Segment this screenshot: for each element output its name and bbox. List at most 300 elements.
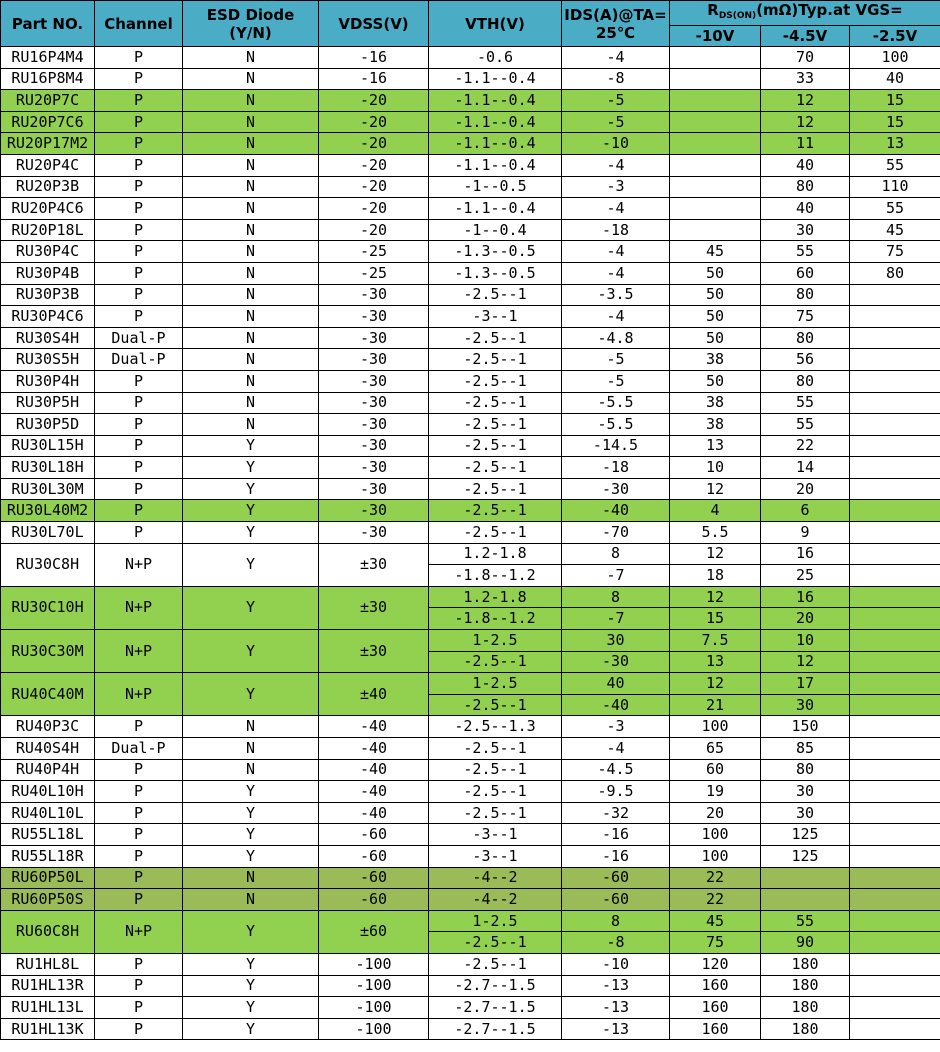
cell-ids: 8 bbox=[562, 543, 670, 565]
cell-rds-2-5v bbox=[850, 349, 940, 371]
cell-vth: 1.2-1.8 bbox=[429, 543, 562, 565]
cell-ids: -10 bbox=[562, 133, 670, 155]
cell-esd-diode: Y bbox=[183, 522, 319, 544]
cell-rds-2-5v bbox=[850, 306, 940, 328]
cell-esd-diode: N bbox=[183, 759, 319, 781]
cell-ids: -16 bbox=[562, 824, 670, 846]
cell-esd-diode: Y bbox=[183, 478, 319, 500]
table-row bbox=[1, 219, 940, 241]
cell-part-no: RU20P3B bbox=[1, 176, 95, 198]
cell-esd-diode: N bbox=[183, 284, 319, 306]
cell-rds-10v: 13 bbox=[670, 651, 761, 673]
cell-ids: -18 bbox=[562, 457, 670, 479]
table-row bbox=[1, 889, 940, 911]
cell-rds-4-5v: 55 bbox=[761, 414, 850, 436]
cell-vth: -2.7--1.5 bbox=[429, 997, 562, 1019]
table-row bbox=[1, 111, 940, 133]
cell-esd-diode: N bbox=[183, 219, 319, 241]
table-row bbox=[1, 198, 940, 220]
cell-ids: -60 bbox=[562, 867, 670, 889]
cell-channel: P bbox=[95, 133, 183, 155]
table-row bbox=[1, 975, 940, 997]
cell-rds-2-5v bbox=[850, 975, 940, 997]
cell-part-no: RU30P5D bbox=[1, 414, 95, 436]
cell-channel: P bbox=[95, 111, 183, 133]
cell-esd-diode: Y bbox=[183, 910, 319, 953]
cell-vdss: -40 bbox=[319, 802, 429, 824]
table-row bbox=[1, 370, 940, 392]
cell-vth: -2.7--1.5 bbox=[429, 975, 562, 997]
cell-vth: -3--1 bbox=[429, 306, 562, 328]
cell-channel: P bbox=[95, 716, 183, 738]
cell-part-no: RU20P4C bbox=[1, 154, 95, 176]
cell-vth: -1.1--0.4 bbox=[429, 90, 562, 112]
cell-esd-diode: N bbox=[183, 392, 319, 414]
cell-esd-diode: Y bbox=[183, 975, 319, 997]
cell-rds-2-5v: 15 bbox=[850, 90, 940, 112]
header-vgs-4-5v: -4.5V bbox=[761, 26, 850, 47]
cell-channel: P bbox=[95, 824, 183, 846]
cell-esd-diode: N bbox=[183, 414, 319, 436]
cell-channel: P bbox=[95, 759, 183, 781]
cell-vdss: -20 bbox=[319, 198, 429, 220]
cell-vth: -1.1--0.4 bbox=[429, 111, 562, 133]
cell-vdss: -25 bbox=[319, 241, 429, 263]
cell-ids: -16 bbox=[562, 845, 670, 867]
cell-rds-10v: 50 bbox=[670, 306, 761, 328]
cell-vth: -0.6 bbox=[429, 47, 562, 69]
cell-rds-4-5v: 80 bbox=[761, 176, 850, 198]
cell-rds-4-5v: 22 bbox=[761, 435, 850, 457]
cell-ids: -4 bbox=[562, 262, 670, 284]
cell-rds-4-5v: 80 bbox=[761, 370, 850, 392]
cell-vth: -2.5--1 bbox=[429, 759, 562, 781]
cell-rds-10v: 18 bbox=[670, 565, 761, 587]
header-ids bbox=[562, 1, 670, 47]
cell-vdss: -20 bbox=[319, 111, 429, 133]
cell-ids: -7 bbox=[562, 565, 670, 587]
cell-ids: -14.5 bbox=[562, 435, 670, 457]
cell-channel: P bbox=[95, 997, 183, 1019]
cell-channel: P bbox=[95, 867, 183, 889]
cell-rds-10v: 45 bbox=[670, 241, 761, 263]
header-rds-suffix: (mΩ)Typ.at VGS= bbox=[756, 1, 903, 19]
cell-vth: -3--1 bbox=[429, 824, 562, 846]
cell-channel: N+P bbox=[95, 910, 183, 953]
cell-ids: -4.5 bbox=[562, 759, 670, 781]
cell-ids: -70 bbox=[562, 522, 670, 544]
cell-vth: -2.5--1 bbox=[429, 953, 562, 975]
cell-rds-4-5v: 40 bbox=[761, 198, 850, 220]
cell-rds-10v: 12 bbox=[670, 586, 761, 608]
cell-rds-10v: 21 bbox=[670, 694, 761, 716]
cell-channel: Dual-P bbox=[95, 738, 183, 760]
cell-vth: -1.1--0.4 bbox=[429, 68, 562, 90]
cell-vth: -4--2 bbox=[429, 867, 562, 889]
table-row bbox=[1, 457, 940, 479]
cell-vth: -1--0.5 bbox=[429, 176, 562, 198]
table-row bbox=[1, 630, 940, 652]
cell-rds-10v: 10 bbox=[670, 457, 761, 479]
cell-channel: P bbox=[95, 176, 183, 198]
cell-vth: 1-2.5 bbox=[429, 673, 562, 695]
cell-vth: -2.5--1 bbox=[429, 435, 562, 457]
cell-esd-diode: N bbox=[183, 370, 319, 392]
cell-part-no: RU1HL13R bbox=[1, 975, 95, 997]
cell-vdss: -60 bbox=[319, 867, 429, 889]
cell-rds-4-5v: 12 bbox=[761, 111, 850, 133]
cell-channel: P bbox=[95, 47, 183, 69]
cell-rds-4-5v: 30 bbox=[761, 694, 850, 716]
table-row bbox=[1, 284, 940, 306]
cell-rds-4-5v: 60 bbox=[761, 262, 850, 284]
cell-vdss: -40 bbox=[319, 759, 429, 781]
table-row bbox=[1, 845, 940, 867]
cell-vdss: ±60 bbox=[319, 910, 429, 953]
cell-rds-2-5v: 15 bbox=[850, 111, 940, 133]
cell-channel: P bbox=[95, 435, 183, 457]
cell-vdss: ±30 bbox=[319, 586, 429, 629]
cell-rds-10v bbox=[670, 90, 761, 112]
cell-rds-2-5v bbox=[850, 543, 940, 565]
cell-rds-4-5v: 55 bbox=[761, 910, 850, 932]
cell-rds-2-5v bbox=[850, 435, 940, 457]
cell-vth: -2.5--1 bbox=[429, 500, 562, 522]
table-row bbox=[1, 522, 940, 544]
cell-rds-10v: 12 bbox=[670, 478, 761, 500]
header-ids-line1: IDS(A)@TA= bbox=[564, 5, 667, 24]
header-rds-prefix: R bbox=[707, 1, 719, 19]
cell-rds-4-5v: 30 bbox=[761, 781, 850, 803]
cell-ids: -5 bbox=[562, 370, 670, 392]
cell-ids: -4 bbox=[562, 47, 670, 69]
cell-vth: -1.1--0.4 bbox=[429, 154, 562, 176]
cell-channel: Dual-P bbox=[95, 327, 183, 349]
cell-vdss: -60 bbox=[319, 845, 429, 867]
cell-esd-diode: Y bbox=[183, 435, 319, 457]
cell-esd-diode: N bbox=[183, 716, 319, 738]
cell-channel: P bbox=[95, 392, 183, 414]
cell-channel: P bbox=[95, 781, 183, 803]
cell-vth: -2.5--1 bbox=[429, 392, 562, 414]
table-row bbox=[1, 133, 940, 155]
cell-part-no: RU30L18H bbox=[1, 457, 95, 479]
cell-channel: P bbox=[95, 306, 183, 328]
cell-rds-2-5v: 55 bbox=[850, 154, 940, 176]
cell-ids: -9.5 bbox=[562, 781, 670, 803]
cell-vdss: -30 bbox=[319, 349, 429, 371]
cell-vth: -2.5--1 bbox=[429, 802, 562, 824]
cell-vdss: -20 bbox=[319, 154, 429, 176]
table-row bbox=[1, 586, 940, 608]
cell-ids: -4 bbox=[562, 306, 670, 328]
cell-esd-diode: Y bbox=[183, 953, 319, 975]
cell-ids: -4 bbox=[562, 154, 670, 176]
header-rds-sub: DS(ON) bbox=[718, 11, 757, 21]
cell-channel: P bbox=[95, 154, 183, 176]
cell-vth: -2.7--1.5 bbox=[429, 1018, 562, 1040]
header-vgs-10v: -10V bbox=[670, 26, 761, 47]
cell-rds-10v: 5.5 bbox=[670, 522, 761, 544]
cell-part-no: RU40L10H bbox=[1, 781, 95, 803]
cell-vdss: -100 bbox=[319, 1018, 429, 1040]
cell-part-no: RU20P7C6 bbox=[1, 111, 95, 133]
cell-ids: 40 bbox=[562, 673, 670, 695]
header-part-no: Part NO. bbox=[1, 1, 95, 47]
cell-channel: P bbox=[95, 414, 183, 436]
cell-ids: -30 bbox=[562, 651, 670, 673]
cell-part-no: RU40P4H bbox=[1, 759, 95, 781]
cell-rds-2-5v bbox=[850, 824, 940, 846]
cell-part-no: RU30L70L bbox=[1, 522, 95, 544]
table-row bbox=[1, 759, 940, 781]
cell-rds-10v: 100 bbox=[670, 716, 761, 738]
cell-part-no: RU20P4C6 bbox=[1, 198, 95, 220]
cell-esd-diode: N bbox=[183, 198, 319, 220]
cell-rds-10v: 50 bbox=[670, 327, 761, 349]
cell-rds-10v: 120 bbox=[670, 953, 761, 975]
cell-vth: -2.5--1 bbox=[429, 284, 562, 306]
table-row bbox=[1, 673, 940, 695]
cell-part-no: RU55L18L bbox=[1, 824, 95, 846]
table-row bbox=[1, 47, 940, 69]
cell-channel: P bbox=[95, 889, 183, 911]
header-vdss: VDSS(V) bbox=[319, 1, 429, 47]
cell-vdss: -100 bbox=[319, 975, 429, 997]
cell-vdss: -30 bbox=[319, 414, 429, 436]
cell-ids: -7 bbox=[562, 608, 670, 630]
cell-esd-diode: N bbox=[183, 262, 319, 284]
cell-rds-2-5v bbox=[850, 414, 940, 436]
cell-ids: -10 bbox=[562, 953, 670, 975]
cell-rds-10v: 50 bbox=[670, 262, 761, 284]
cell-ids: -3 bbox=[562, 176, 670, 198]
cell-esd-diode: Y bbox=[183, 802, 319, 824]
cell-rds-2-5v bbox=[850, 522, 940, 544]
table-row bbox=[1, 781, 940, 803]
cell-rds-4-5v: 16 bbox=[761, 543, 850, 565]
cell-rds-2-5v bbox=[850, 845, 940, 867]
table-row bbox=[1, 349, 940, 371]
cell-rds-2-5v bbox=[850, 284, 940, 306]
cell-esd-diode: Y bbox=[183, 673, 319, 716]
header-vgs-2-5v: -2.5V bbox=[850, 26, 940, 47]
cell-rds-10v: 38 bbox=[670, 392, 761, 414]
cell-rds-2-5v bbox=[850, 478, 940, 500]
cell-rds-2-5v bbox=[850, 457, 940, 479]
cell-rds-10v: 15 bbox=[670, 608, 761, 630]
cell-rds-2-5v bbox=[850, 370, 940, 392]
cell-part-no: RU40S4H bbox=[1, 738, 95, 760]
cell-esd-diode: N bbox=[183, 867, 319, 889]
cell-part-no: RU30P3B bbox=[1, 284, 95, 306]
cell-esd-diode: Y bbox=[183, 500, 319, 522]
cell-vth: -2.5--1 bbox=[429, 738, 562, 760]
table-row bbox=[1, 910, 940, 932]
cell-rds-4-5v: 6 bbox=[761, 500, 850, 522]
cell-channel: P bbox=[95, 241, 183, 263]
cell-channel: P bbox=[95, 478, 183, 500]
cell-rds-10v bbox=[670, 219, 761, 241]
cell-ids: -5.5 bbox=[562, 414, 670, 436]
cell-channel: N+P bbox=[95, 586, 183, 629]
cell-vth: -3--1 bbox=[429, 845, 562, 867]
cell-esd-diode: Y bbox=[183, 630, 319, 673]
cell-ids: -13 bbox=[562, 1018, 670, 1040]
cell-channel: P bbox=[95, 845, 183, 867]
table-row bbox=[1, 824, 940, 846]
cell-rds-10v bbox=[670, 133, 761, 155]
cell-rds-4-5v: 30 bbox=[761, 802, 850, 824]
table-row bbox=[1, 802, 940, 824]
cell-part-no: RU30P4B bbox=[1, 262, 95, 284]
cell-vth: -2.5--1 bbox=[429, 694, 562, 716]
cell-rds-10v: 100 bbox=[670, 845, 761, 867]
cell-channel: P bbox=[95, 1018, 183, 1040]
cell-rds-2-5v bbox=[850, 651, 940, 673]
cell-rds-4-5v: 180 bbox=[761, 975, 850, 997]
cell-vth: -2.5--1 bbox=[429, 651, 562, 673]
cell-esd-diode: Y bbox=[183, 997, 319, 1019]
cell-esd-diode: Y bbox=[183, 781, 319, 803]
table-row bbox=[1, 241, 940, 263]
table-row bbox=[1, 262, 940, 284]
spec-table-body bbox=[1, 47, 940, 1040]
cell-rds-4-5v: 180 bbox=[761, 1018, 850, 1040]
cell-ids: 8 bbox=[562, 586, 670, 608]
cell-channel: P bbox=[95, 284, 183, 306]
cell-part-no: RU20P18L bbox=[1, 219, 95, 241]
cell-vth: -1--0.4 bbox=[429, 219, 562, 241]
table-row bbox=[1, 543, 940, 565]
cell-ids: -5 bbox=[562, 111, 670, 133]
cell-vdss: -30 bbox=[319, 522, 429, 544]
cell-rds-2-5v bbox=[850, 738, 940, 760]
cell-rds-10v bbox=[670, 68, 761, 90]
cell-rds-4-5v: 11 bbox=[761, 133, 850, 155]
cell-rds-4-5v: 25 bbox=[761, 565, 850, 587]
table-row bbox=[1, 414, 940, 436]
cell-rds-4-5v: 16 bbox=[761, 586, 850, 608]
cell-rds-2-5v bbox=[850, 759, 940, 781]
cell-part-no: RU30L40M2 bbox=[1, 500, 95, 522]
cell-rds-4-5v: 80 bbox=[761, 284, 850, 306]
table-row bbox=[1, 953, 940, 975]
table-row bbox=[1, 176, 940, 198]
cell-rds-10v: 100 bbox=[670, 824, 761, 846]
cell-rds-10v bbox=[670, 198, 761, 220]
table-row bbox=[1, 738, 940, 760]
cell-vth: -2.5--1 bbox=[429, 457, 562, 479]
cell-vth: -2.5--1 bbox=[429, 522, 562, 544]
cell-vdss: -16 bbox=[319, 47, 429, 69]
cell-rds-4-5v: 90 bbox=[761, 932, 850, 954]
cell-rds-10v: 60 bbox=[670, 759, 761, 781]
cell-vth: -2.5--1 bbox=[429, 349, 562, 371]
cell-rds-2-5v: 13 bbox=[850, 133, 940, 155]
cell-vdss: -16 bbox=[319, 68, 429, 90]
cell-rds-10v: 45 bbox=[670, 910, 761, 932]
cell-rds-10v: 50 bbox=[670, 284, 761, 306]
cell-part-no: RU30C8H bbox=[1, 543, 95, 586]
cell-channel: N+P bbox=[95, 673, 183, 716]
cell-part-no: RU30L30M bbox=[1, 478, 95, 500]
cell-ids: -3 bbox=[562, 716, 670, 738]
cell-vdss: -30 bbox=[319, 392, 429, 414]
header-rds-on bbox=[670, 1, 940, 26]
cell-rds-2-5v bbox=[850, 889, 940, 911]
cell-ids: -8 bbox=[562, 68, 670, 90]
cell-part-no: RU60C8H bbox=[1, 910, 95, 953]
header-channel: Channel bbox=[95, 1, 183, 47]
cell-rds-2-5v bbox=[850, 673, 940, 695]
cell-channel: N+P bbox=[95, 543, 183, 586]
header-esd-diode bbox=[183, 1, 319, 47]
table-row bbox=[1, 68, 940, 90]
cell-rds-4-5v: 125 bbox=[761, 824, 850, 846]
table-row bbox=[1, 327, 940, 349]
cell-rds-2-5v bbox=[850, 500, 940, 522]
cell-rds-4-5v: 12 bbox=[761, 651, 850, 673]
cell-rds-4-5v: 180 bbox=[761, 997, 850, 1019]
cell-part-no: RU30P4C bbox=[1, 241, 95, 263]
cell-ids: -4 bbox=[562, 198, 670, 220]
cell-rds-4-5v bbox=[761, 889, 850, 911]
cell-channel: P bbox=[95, 68, 183, 90]
cell-vdss: -30 bbox=[319, 478, 429, 500]
cell-vdss: -100 bbox=[319, 953, 429, 975]
cell-vth: -2.5--1 bbox=[429, 414, 562, 436]
cell-channel: P bbox=[95, 953, 183, 975]
cell-rds-2-5v bbox=[850, 997, 940, 1019]
cell-rds-2-5v bbox=[850, 392, 940, 414]
cell-rds-2-5v bbox=[850, 802, 940, 824]
cell-rds-4-5v: 70 bbox=[761, 47, 850, 69]
cell-esd-diode: N bbox=[183, 889, 319, 911]
cell-vth: -2.5--1 bbox=[429, 327, 562, 349]
table-row bbox=[1, 997, 940, 1019]
cell-part-no: RU16P8M4 bbox=[1, 68, 95, 90]
cell-rds-4-5v bbox=[761, 867, 850, 889]
table-row bbox=[1, 500, 940, 522]
cell-ids: -13 bbox=[562, 975, 670, 997]
cell-part-no: RU20P17M2 bbox=[1, 133, 95, 155]
table-row bbox=[1, 716, 940, 738]
cell-esd-diode: Y bbox=[183, 1018, 319, 1040]
cell-rds-4-5v: 30 bbox=[761, 219, 850, 241]
cell-ids: -13 bbox=[562, 997, 670, 1019]
table-row bbox=[1, 867, 940, 889]
cell-rds-4-5v: 125 bbox=[761, 845, 850, 867]
cell-vdss: -20 bbox=[319, 90, 429, 112]
table-row bbox=[1, 435, 940, 457]
cell-part-no: RU30S4H bbox=[1, 327, 95, 349]
cell-ids: -40 bbox=[562, 694, 670, 716]
header-ids-line2: 25℃ bbox=[595, 23, 636, 42]
cell-rds-4-5v: 14 bbox=[761, 457, 850, 479]
header-vth: VTH(V) bbox=[429, 1, 562, 47]
cell-rds-10v: 22 bbox=[670, 867, 761, 889]
cell-esd-diode: Y bbox=[183, 543, 319, 586]
cell-vdss: -40 bbox=[319, 738, 429, 760]
cell-vdss: -60 bbox=[319, 824, 429, 846]
cell-ids: -40 bbox=[562, 500, 670, 522]
cell-rds-2-5v bbox=[850, 716, 940, 738]
cell-esd-diode: N bbox=[183, 111, 319, 133]
cell-rds-10v: 160 bbox=[670, 997, 761, 1019]
cell-vth: 1.2-1.8 bbox=[429, 586, 562, 608]
cell-ids: -5.5 bbox=[562, 392, 670, 414]
